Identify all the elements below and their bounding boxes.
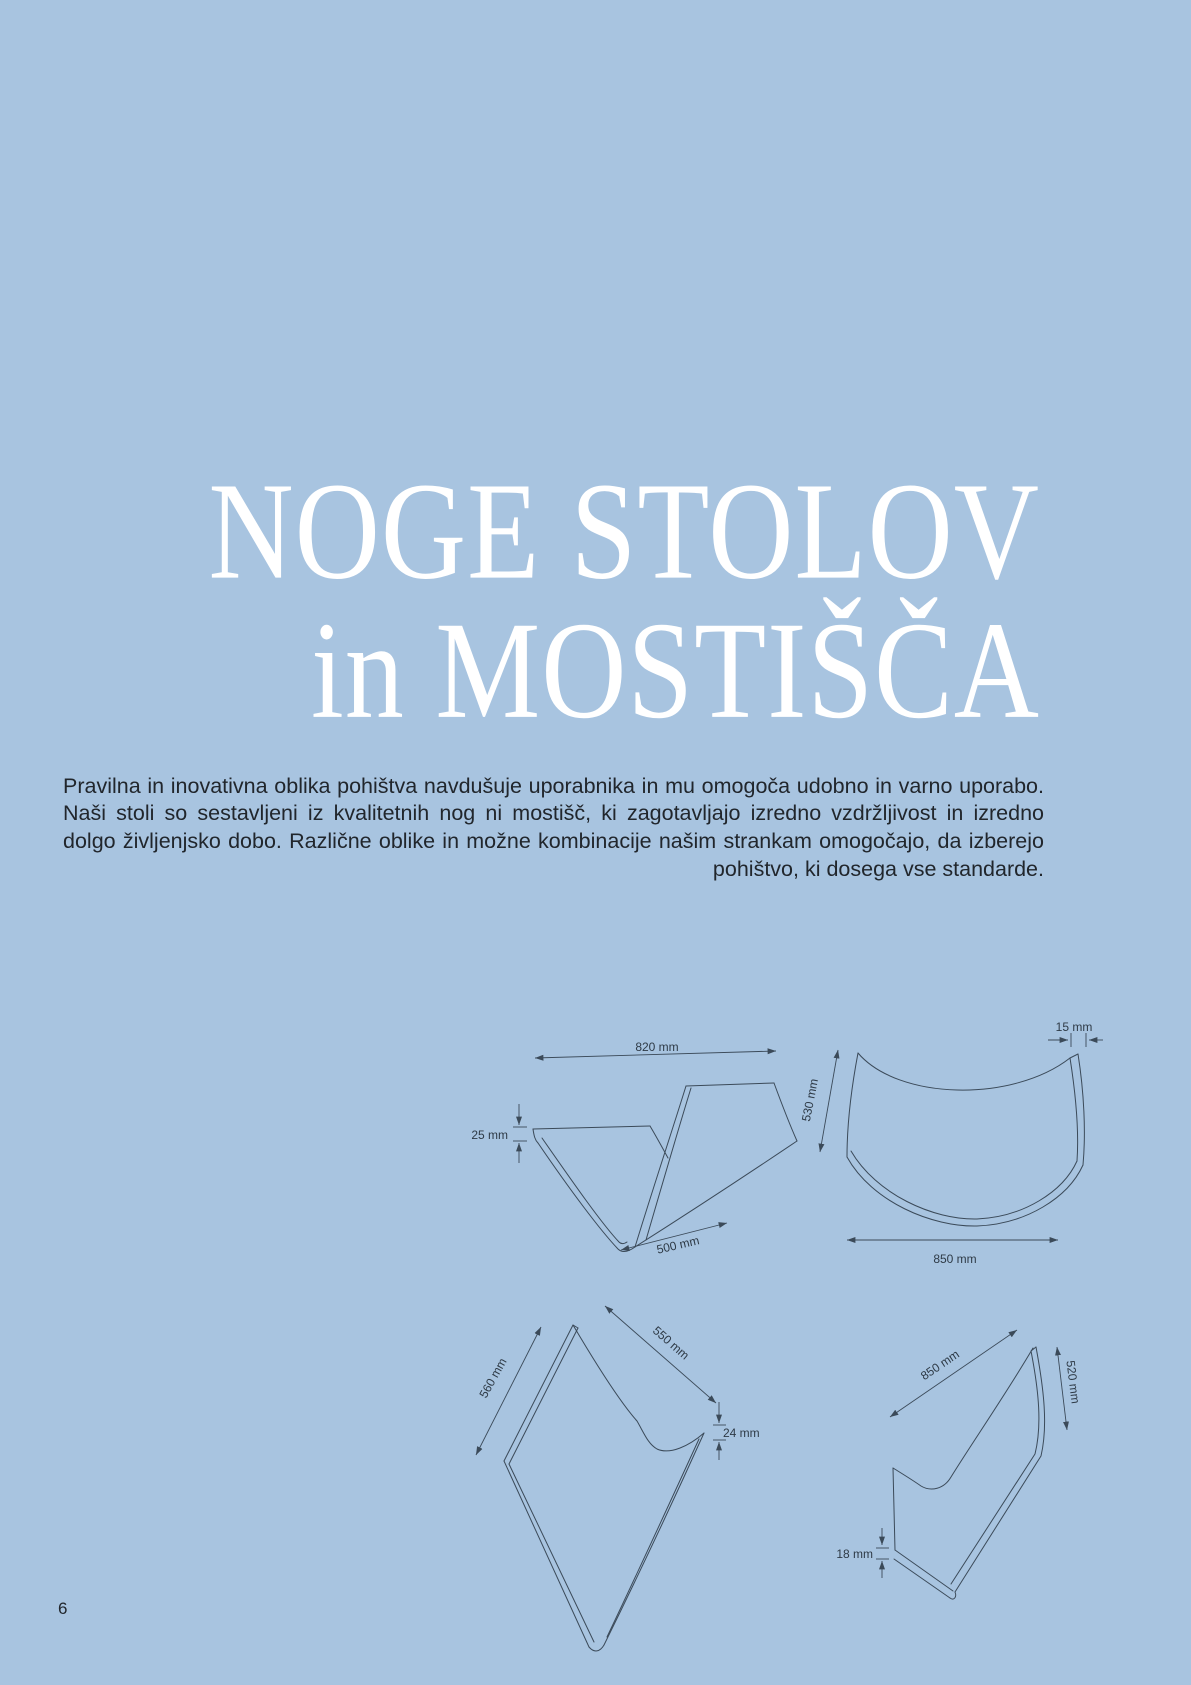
backrest-drawing (799, 1020, 1103, 1266)
intro-paragraph: Pravilna in inovativna oblika pohištva navdušuje uporabnika in mu omogoča udobno in varno uporabo. Naši stoli so sestavljeni iz kvalitetnih nog ni mostišč, ki zagotavljajo izredno vzdržljivost in izredno dolgo življenjsko dobo. Različne oblike in možne kombinacije našim strankam omogočajo, da izberejo pohištvo, ki dosega vse standarde. (63, 773, 1044, 881)
left-leg-thickness-dim-label: 24 mm (723, 1426, 760, 1440)
left-leg-top-dim-label: 550 mm (650, 1323, 692, 1363)
left-leg-side-dim-label: 560 mm (476, 1355, 510, 1401)
left-leg-drawing (476, 1306, 760, 1651)
right-leg-drawing (836, 1330, 1082, 1599)
right-leg-top-dim-label: 850 mm (918, 1347, 962, 1383)
seat-shell-drawing (471, 1040, 797, 1257)
right-leg-thickness-dim-label: 18 mm (836, 1547, 873, 1561)
backrest-width-dim-label: 850 mm (933, 1252, 977, 1266)
backrest-height-dim-label: 530 mm (798, 1077, 822, 1123)
backrest-thickness-dim-label: 15 mm (1055, 1020, 1093, 1034)
seat-thickness-dim-label: 25 mm (471, 1128, 508, 1142)
page-title-line-1: NOGE STOLOV (208, 453, 1040, 609)
seat-depth-dim-label: 500 mm (655, 1233, 701, 1257)
page-number: 6 (58, 1599, 68, 1618)
seat-width-dim-label: 820 mm (635, 1040, 679, 1054)
page-title-line-2: in MOSTIŠČA (311, 592, 1040, 748)
right-leg-side-dim-label: 520 mm (1063, 1359, 1083, 1405)
